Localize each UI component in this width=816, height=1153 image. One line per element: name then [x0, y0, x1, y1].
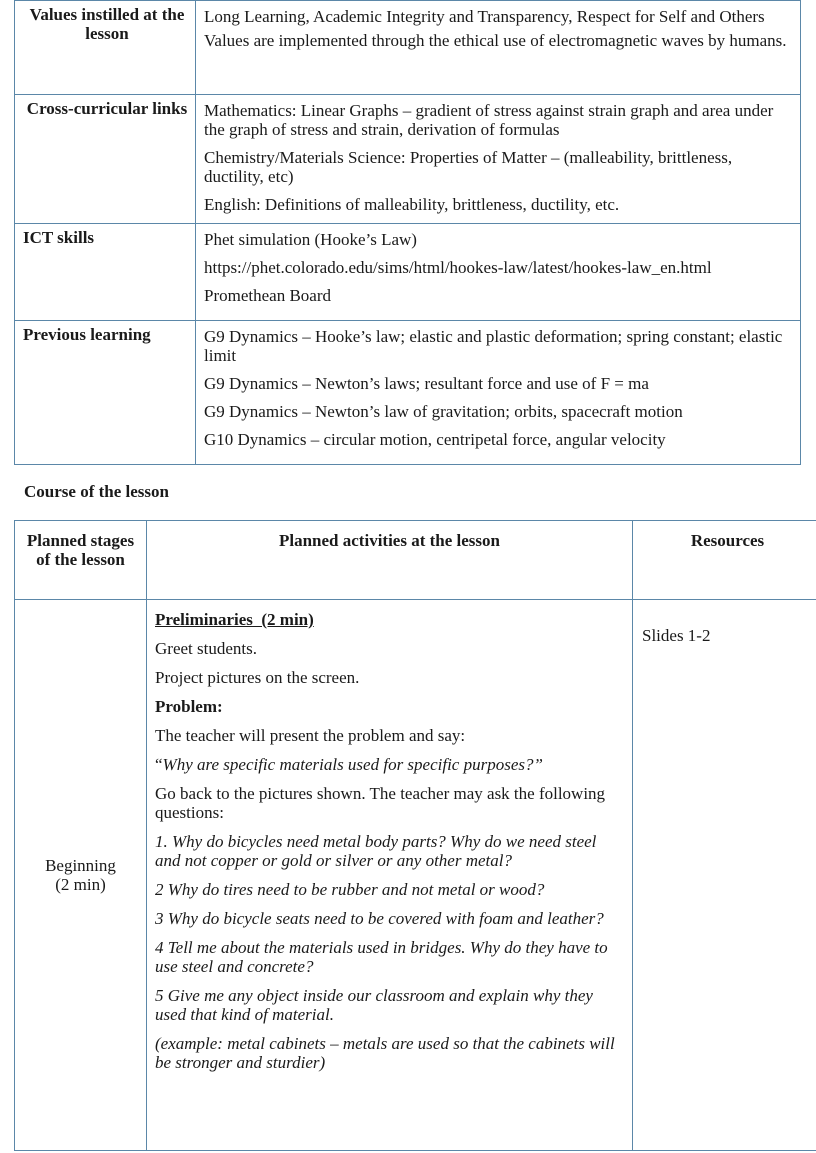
header-stages: Planned stages of the lesson	[15, 521, 147, 600]
preliminaries-heading: Preliminaries (2 min)	[155, 610, 314, 629]
course-table	[14, 520, 816, 1151]
ict-skills-link[interactable]: https://phet.colorado.edu/sims/html/hookes-law/latest/hookes-law_en.html	[204, 258, 712, 277]
beginning-row	[15, 600, 816, 1151]
lesson-info-table	[14, 0, 801, 465]
question-4: 4 Tell me about the materials used in bridges. Why do they have to use steel and concrete?	[155, 938, 608, 976]
activities-cell	[147, 600, 633, 1151]
previous-learning-content	[196, 321, 801, 465]
cross-curricular-row	[15, 95, 801, 224]
cross-curricular-label: Cross-curricular links	[15, 95, 196, 224]
stage-duration: (2 min)	[55, 875, 106, 894]
problem-quote	[155, 755, 620, 774]
activity-present: The teacher will present the problem and say:	[155, 726, 466, 745]
previous-learning-line: G10 Dynamics – circular motion, centripetal force, angular velocity	[204, 430, 666, 449]
values-label: Values instilled at the lesson	[15, 1, 196, 95]
activity-go-back: Go back to the pictures shown. The teacher may ask the following questions:	[155, 784, 606, 822]
header-resources: Resources	[633, 521, 816, 600]
stage-name: Beginning	[45, 856, 116, 875]
ict-skills-content	[196, 224, 801, 321]
previous-learning-line: G9 Dynamics – Newton’s laws; resultant force and use of F = ma	[204, 374, 649, 393]
header-activities: Planned activities at the lesson	[147, 521, 633, 600]
quote-open: “	[155, 755, 163, 774]
question-1: 1. Why do bicycles need metal body parts? Why do we need steel and not copper or gold or silver or any other metal?	[155, 832, 597, 870]
ict-skills-line: Promethean Board	[204, 286, 331, 305]
question-2: 2 Why do tires need to be rubber and not metal or wood?	[155, 880, 545, 899]
ict-skills-label: ICT skills	[15, 224, 196, 321]
ict-skills-line: Phet simulation (Hooke’s Law)	[204, 230, 417, 249]
resources-cell: Slides 1-2	[633, 600, 816, 1151]
previous-learning-label: Previous learning	[15, 321, 196, 465]
stage-cell	[15, 600, 147, 1151]
course-header-row	[15, 521, 816, 600]
values-content	[196, 1, 801, 95]
question-3: 3 Why do bicycle seats need to be covered with foam and leather?	[155, 909, 604, 928]
cross-curricular-line: Chemistry/Materials Science: Properties of Matter – (malleability, brittleness, ductility, etc)	[204, 148, 733, 186]
quote-text: Why are specific materials used for specific purposes?”	[162, 755, 543, 774]
course-heading: Course of the lesson	[24, 482, 169, 501]
previous-learning-line: G9 Dynamics – Hooke’s law; elastic and plastic deformation; spring constant; elastic limit	[204, 327, 783, 365]
previous-learning-row	[15, 321, 801, 465]
activity-greet: Greet students.	[155, 639, 257, 658]
values-row	[15, 1, 801, 95]
activity-project: Project pictures on the screen.	[155, 668, 360, 687]
cross-curricular-line: Mathematics: Linear Graphs – gradient of stress against strain graph and area under the graph of stress and strain, derivation of formulas	[204, 101, 774, 139]
question-5: 5 Give me any object inside our classroom and explain why they used that kind of material.	[155, 986, 593, 1024]
previous-learning-line: G9 Dynamics – Newton’s law of gravitation; orbits, spacecraft motion	[204, 402, 683, 421]
cross-curricular-line: English: Definitions of malleability, brittleness, ductility, etc.	[204, 195, 620, 214]
example-note: (example: metal cabinets – metals are used so that the cabinets will be stronger and sturdier)	[155, 1034, 615, 1072]
values-line: Long Learning, Academic Integrity and Transparency, Respect for Self and Others	[204, 7, 765, 26]
problem-heading: Problem:	[155, 697, 223, 716]
ict-skills-row	[15, 224, 801, 321]
cross-curricular-content	[196, 95, 801, 224]
values-line: Values are implemented through the ethical use of electromagnetic waves by humans.	[204, 31, 787, 50]
